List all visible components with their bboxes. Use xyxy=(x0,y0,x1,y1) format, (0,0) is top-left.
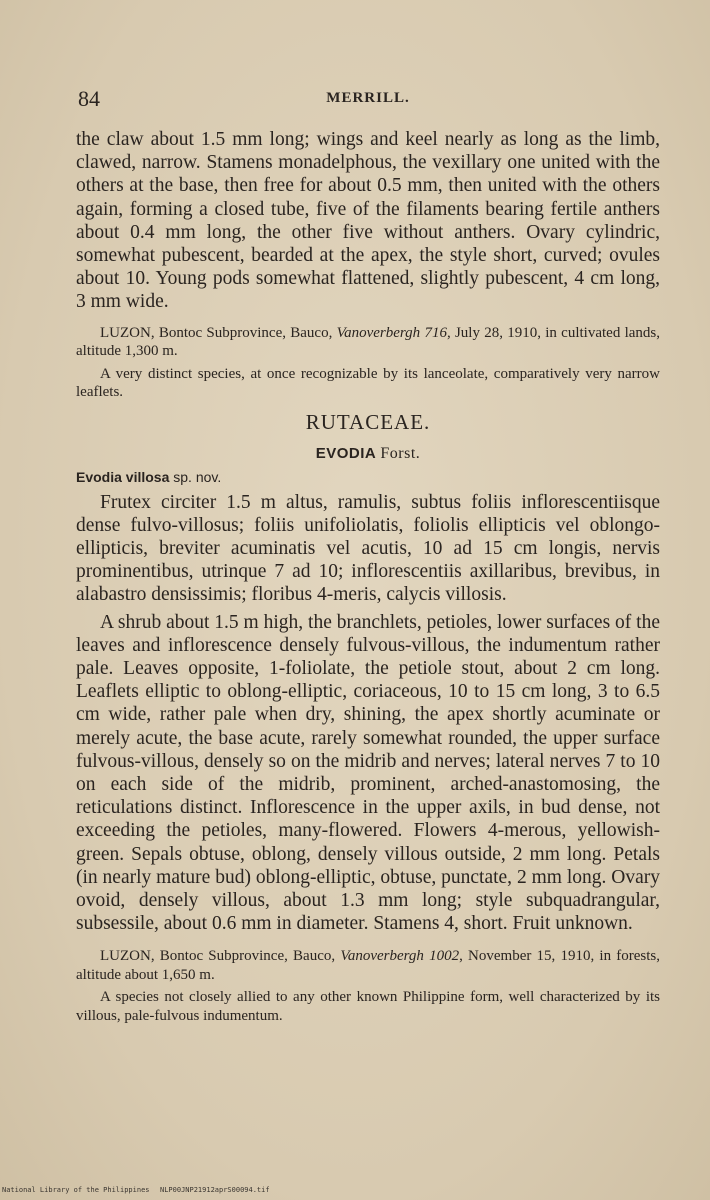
continuation-paragraph: the claw about 1.5 mm long; wings and keel nearly as long as the limb, clawed, narrow. Stamens monadelphous, the vexillary one united with the others at the base, then free for about 0.5 mm, then united with the others again, forming a closed tube, five of the filaments bearing fertile anthers about 0.4 mm long, the other five without anthers. Ovary cylindric, somewhat pubescent, bearded at the apex, the style short, curved; ovules about 10. Young pods somewhat flattened, slightly pubescent, 4 cm long, 3 mm wide. xyxy=(76,129,660,313)
specimen-citation-1 xyxy=(76,324,660,361)
specimen-citation-2 xyxy=(76,947,660,984)
remark-2: A species not closely allied to any other known Philippine form, well characterized by its villous, pale-fulvous indumentum. xyxy=(76,989,660,1024)
place: , Bontoc Subprovince, Bauco, xyxy=(150,324,337,341)
place: , Bontoc Subprovince, Bauco, xyxy=(150,948,341,965)
species-name: Evodia villosa xyxy=(76,468,170,485)
footer-file: NLP00JNP21912aprS00094.tif xyxy=(160,1186,270,1194)
scan-footer xyxy=(0,1186,710,1198)
latin-description: Frutex circiter 1.5 m altus, ramulis, subtus foliis inflorescentiisque dense fulvo-villosus; foliis unifoliolatis, foliolis ellipticis vel oblongo-ellipticis, breviter acuminatis vel acutis, 10 ad 15 cm longis, nervis prominentibus, utrinque 7 ad 10; inflorescentiis axillaribus, brevibus, in alabastro densissimis; floribus 4-meris, calycis villosis. xyxy=(76,491,660,606)
locality: LUZON xyxy=(100,948,151,965)
family-heading: RUTACEAE. xyxy=(305,409,431,434)
locality: LUZON xyxy=(100,324,151,341)
footer-library: National Library of the Philippines xyxy=(2,1186,150,1194)
species-status: sp. nov. xyxy=(173,468,222,485)
english-description: A shrub about 1.5 m high, the branchlets, petioles, lower surfaces of the leaves and inflorescence densely fulvous-villous, the indumentum rather pale. Leaves opposite, 1-foliolate, the petiole stout, about 2 cm long. Leaflets elliptic to oblong-elliptic, coriaceous, 10 to 15 cm long, 3 to 6.5 cm wide, rather pale when dry, shining, the apex shortly acuminate or merely acute, the base acute, rarely somewhat rounded, the upper surface fulvous-villous, densely so on the midrib and nerves; lateral nerves 7 to 10 on each side of the midrib, prominent, arched-anastomosing, the reticulations distinct. Inflorescence in the upper axils, in bud dense, not exceeding the petioles, many-flowered. Flowers 4-merous, yellowish-green. Sepals obtuse, oblong, densely villous outside, 2 mm long. Petals (in nearly mature bud) oblong-elliptic, obtuse, punctate, 2 mm long. Ovary ovoid, densely villous, about 1.3 mm long; style subquadrangular, subsessile, about 0.6 mm in diameter. Stamens 4, short. Fruit unknown. xyxy=(76,611,660,935)
genus-author: Forst. xyxy=(380,444,421,462)
species-heading xyxy=(76,469,660,485)
collector: Vanoverbergh 716 xyxy=(336,324,447,341)
specimen-details: , July 28, 1910, in cultivated lands, altitude 1,300 m. xyxy=(76,324,660,360)
collector: Vanoverbergh 1002 xyxy=(340,948,460,965)
specimen-details: , November 15, 1910, in forests, altitude about 1,650 m. xyxy=(76,948,660,983)
remark-1: A very distinct species, at once recognizable by its lanceolate, comparatively very narrow leaflets. xyxy=(76,365,660,401)
page-number: 84 xyxy=(78,86,100,111)
page-header xyxy=(78,86,658,110)
genus-heading xyxy=(76,445,660,463)
genus-name: EVODIA xyxy=(315,444,376,462)
running-head: MERRILL. xyxy=(326,90,410,106)
page-body xyxy=(76,128,660,1025)
